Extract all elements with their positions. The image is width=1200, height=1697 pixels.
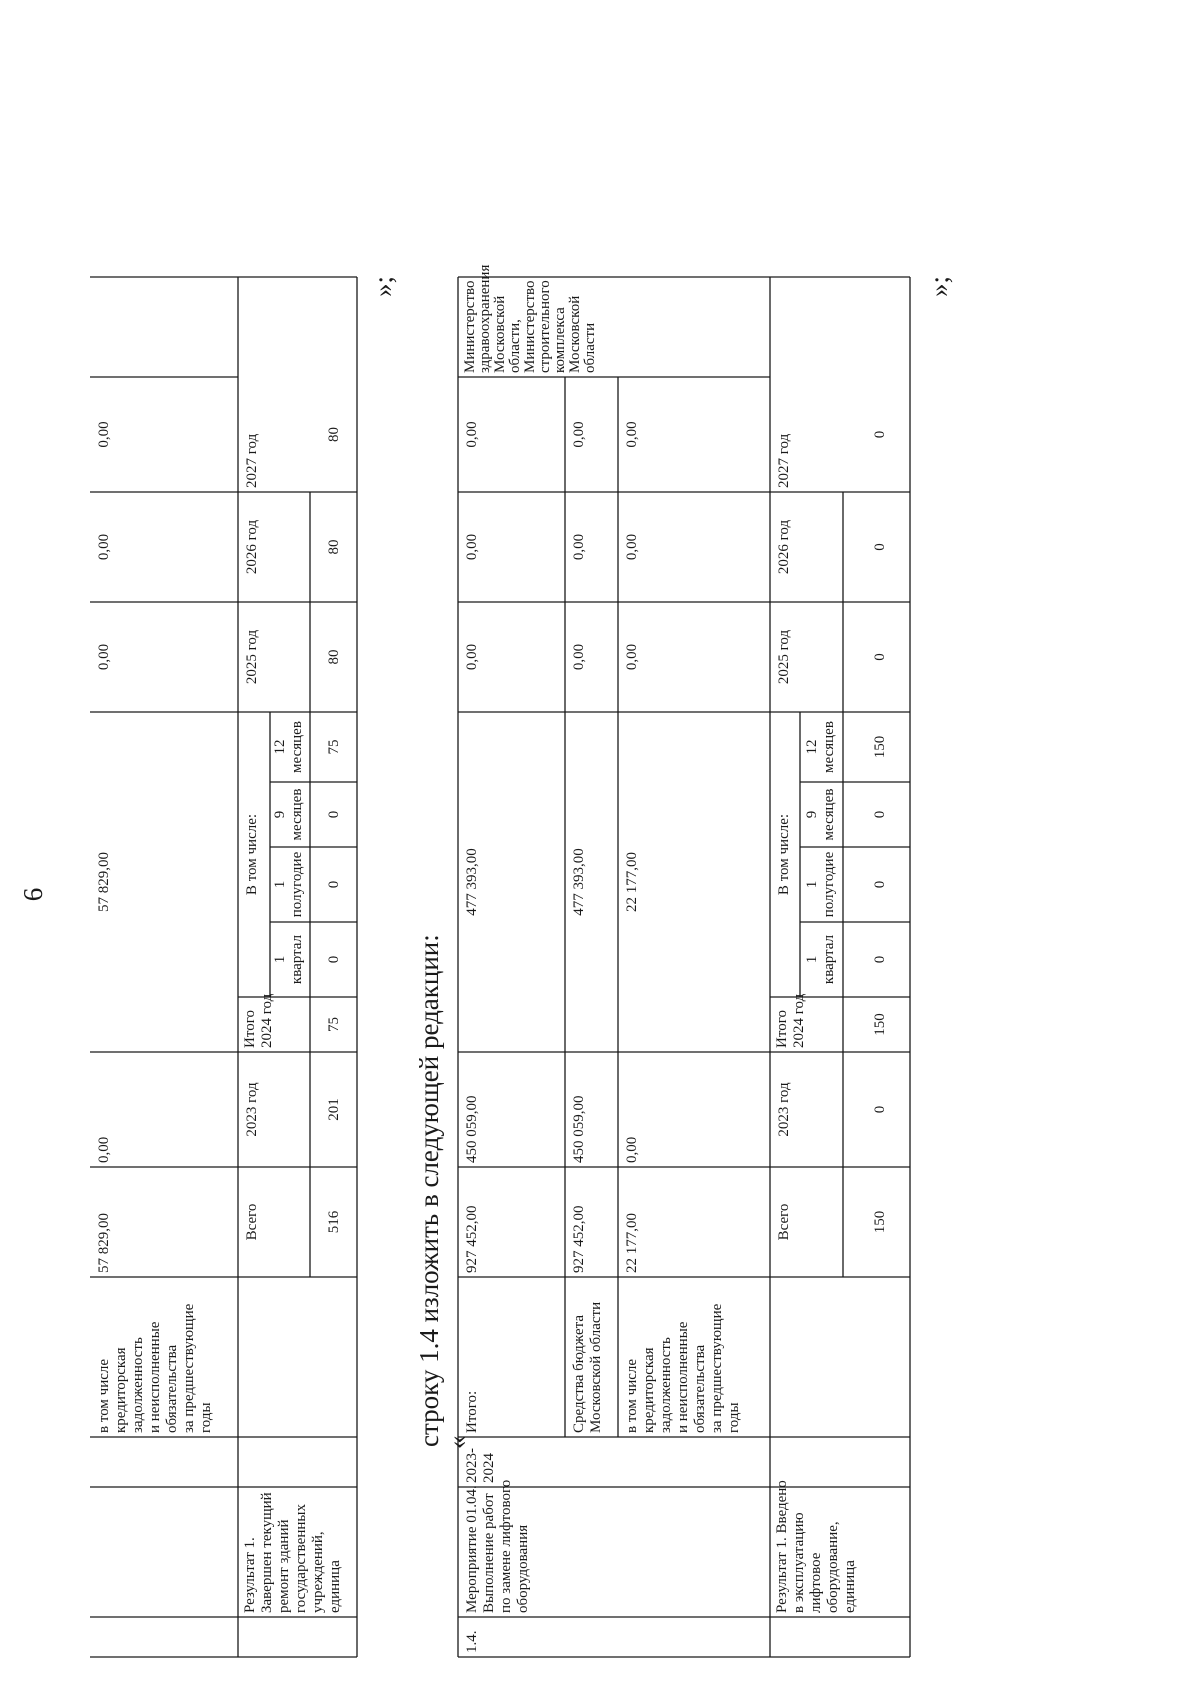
funding-source: обязательства bbox=[692, 1344, 708, 1433]
lower-value-2023: 0 bbox=[872, 1105, 888, 1114]
row-2025: 0,00 bbox=[624, 643, 640, 671]
arrears-2023: 0,00 bbox=[96, 1136, 112, 1163]
row-2023: 450 059,00 bbox=[464, 1095, 480, 1163]
header-2023: 2023 год bbox=[244, 1082, 260, 1137]
lower-header-itogo-2024: Итого bbox=[774, 1010, 790, 1048]
lower-header-h1: 1 bbox=[804, 880, 820, 889]
arrears-label: годы bbox=[198, 1402, 214, 1433]
header-including: В том числе: bbox=[244, 813, 260, 896]
arrears-2027: 0,00 bbox=[96, 421, 112, 448]
opening-quote: « bbox=[442, 1435, 472, 1449]
lower-value-2025: 0 bbox=[872, 653, 888, 661]
header-h1: полугодие bbox=[289, 851, 305, 918]
responsible-executor: области, bbox=[507, 319, 523, 373]
upper-value-12m: 75 bbox=[326, 739, 342, 755]
header-2026: 2026 год bbox=[244, 519, 260, 575]
upper-value-2023: 201 bbox=[326, 1098, 342, 1121]
instruction-text: строку 1.4 изложить в следующей редакции: bbox=[414, 934, 444, 1447]
lower-value-itogo: 150 bbox=[872, 1013, 888, 1036]
lower-header-2027: 2027 год bbox=[776, 433, 792, 488]
row-2027: 0,00 bbox=[624, 421, 640, 448]
row-2023: 450 059,00 bbox=[571, 1095, 587, 1163]
row-2023: 0,00 bbox=[624, 1136, 640, 1163]
header-h1: 1 bbox=[272, 880, 288, 889]
arrears-label: и неисполненные bbox=[147, 1321, 163, 1433]
row-2026: 0,00 bbox=[624, 533, 640, 561]
arrears-label: в том числе bbox=[96, 1358, 112, 1433]
arrears-label: задолженность bbox=[130, 1337, 146, 1433]
lower-header-12m: 12 bbox=[804, 739, 820, 755]
lower-header-2026: 2026 год bbox=[776, 519, 792, 575]
funding-source: Московской области bbox=[588, 1301, 604, 1433]
arrears-label: обязательства bbox=[164, 1344, 180, 1433]
row-2025: 0,00 bbox=[464, 643, 480, 671]
upper-result-label: Завершен текущий bbox=[259, 1492, 275, 1613]
header-q1: 1 bbox=[272, 955, 288, 964]
funding-source: кредиторская bbox=[641, 1347, 657, 1433]
responsible-executor: строительного bbox=[537, 280, 553, 373]
page-number: 6 bbox=[18, 887, 48, 902]
row-2024: 22 177,00 bbox=[624, 852, 640, 912]
row-2025: 0,00 bbox=[571, 643, 587, 671]
arrears-total: 57 829,00 bbox=[96, 1213, 112, 1273]
header-12m: 12 bbox=[272, 739, 288, 755]
arrears-2025: 0,00 bbox=[96, 643, 112, 671]
header-q1: квартал bbox=[289, 934, 305, 985]
arrears-label: за предшествующие bbox=[181, 1303, 197, 1433]
lower-result-label: лифтовое bbox=[808, 1552, 824, 1613]
event-name: Мероприятие 01.04. bbox=[464, 1485, 480, 1613]
lower-value-2026: 0 bbox=[872, 543, 888, 551]
row-2027: 0,00 bbox=[464, 421, 480, 448]
lower-header-q1: квартал bbox=[821, 934, 837, 985]
lower-result-label: в эксплуатацию bbox=[791, 1512, 807, 1613]
lower-value-12m: 150 bbox=[872, 735, 888, 759]
lower-header-itogo-2024: 2024 год bbox=[791, 993, 807, 1048]
upper-value-2027: 80 bbox=[326, 427, 342, 442]
upper-result-label: ремонт зданий bbox=[276, 1519, 292, 1613]
funding-source: Итого: bbox=[464, 1390, 480, 1433]
funding-source: годы bbox=[726, 1402, 742, 1433]
lower-result-label: оборудование, bbox=[825, 1521, 841, 1613]
event-period: 2023- bbox=[464, 1448, 480, 1483]
header-2027: 2027 год bbox=[244, 433, 260, 488]
continuation-mark-lower: »; bbox=[924, 275, 954, 297]
upper-value-9m: 0 bbox=[326, 810, 342, 819]
funding-source: и неисполненные bbox=[675, 1321, 691, 1433]
event-period: 2024 bbox=[481, 1453, 497, 1483]
continuation-mark-upper: »; bbox=[368, 275, 398, 297]
header-2025: 2025 год bbox=[244, 629, 260, 685]
lower-header-9m: 9 bbox=[804, 810, 820, 819]
header-9m: 9 bbox=[272, 810, 288, 819]
upper-result-label: единица bbox=[327, 1560, 343, 1613]
row-2024: 477 393,00 bbox=[571, 848, 587, 916]
lower-value-9m: 0 bbox=[872, 810, 888, 819]
upper-value-h1: 0 bbox=[326, 880, 342, 889]
lower-value-total: 150 bbox=[872, 1210, 888, 1234]
lower-result-label: Результат 1. Введено bbox=[774, 1480, 790, 1613]
lower-value-q1: 0 bbox=[872, 955, 888, 964]
responsible-executor: области bbox=[582, 322, 598, 373]
arrears-2026: 0,00 bbox=[96, 533, 112, 561]
event-name: Выполнение работ bbox=[481, 1493, 497, 1613]
lower-result-label: единица bbox=[842, 1560, 858, 1613]
page-content bbox=[18, 265, 954, 1657]
upper-result-label: Результат 1. bbox=[242, 1537, 258, 1613]
lower-value-2027: 0 bbox=[872, 430, 888, 439]
header-9m: месяцев bbox=[289, 788, 305, 841]
funding-source: за предшествующие bbox=[709, 1303, 725, 1433]
upper-value-2025: 80 bbox=[326, 649, 342, 665]
lower-value-h1: 0 bbox=[872, 880, 888, 889]
funding-source: Средства бюджета bbox=[571, 1314, 587, 1433]
lower-header-12m: месяцев bbox=[821, 721, 837, 773]
arrears-2024: 57 829,00 bbox=[96, 852, 112, 912]
lower-header-total: Всего bbox=[776, 1203, 792, 1241]
responsible-executor: комплекса bbox=[552, 307, 568, 373]
header-total: Всего bbox=[244, 1203, 260, 1241]
upper-value-total: 516 bbox=[326, 1210, 342, 1234]
arrears-label: кредиторская bbox=[113, 1347, 129, 1433]
lower-header-2023: 2023 год bbox=[776, 1082, 792, 1137]
header-itogo-2024: Итого bbox=[242, 1010, 258, 1048]
responsible-executor: здравоохранения bbox=[477, 264, 493, 373]
row-total: 22 177,00 bbox=[624, 1213, 640, 1273]
row-total: 927 452,00 bbox=[571, 1205, 587, 1273]
row-2027: 0,00 bbox=[571, 421, 587, 448]
funding-source: в том числе bbox=[624, 1358, 640, 1433]
lower-header-9m: месяцев bbox=[821, 788, 837, 841]
responsible-executor: Московской bbox=[567, 295, 583, 373]
row-2024: 477 393,00 bbox=[464, 848, 480, 916]
responsible-executor: Министерство bbox=[462, 280, 478, 373]
header-itogo-2024: 2024 год bbox=[259, 993, 275, 1048]
responsible-executor: Московской bbox=[492, 295, 508, 373]
responsible-executor: Министерство bbox=[522, 280, 538, 373]
upper-value-2026: 80 bbox=[326, 539, 342, 555]
upper-result-label: государственных bbox=[293, 1504, 309, 1613]
event-name: по замене лифтового bbox=[498, 1479, 514, 1613]
event-name: оборудования bbox=[515, 1524, 531, 1613]
upper-value-q1: 0 bbox=[326, 955, 342, 964]
row-number: 1.4. bbox=[464, 1630, 480, 1653]
row-total: 927 452,00 bbox=[464, 1205, 480, 1273]
upper-result-label: учреждений, bbox=[310, 1531, 326, 1613]
upper-value-itogo: 75 bbox=[326, 1017, 342, 1032]
lower-header-including: В том числе: bbox=[776, 813, 792, 896]
row-2026: 0,00 bbox=[571, 533, 587, 561]
header-12m: месяцев bbox=[289, 721, 305, 773]
row-2026: 0,00 bbox=[464, 533, 480, 561]
lower-header-q1: 1 bbox=[804, 955, 820, 964]
lower-header-h1: полугодие bbox=[821, 851, 837, 918]
lower-header-2025: 2025 год bbox=[776, 629, 792, 685]
funding-source: задолженность bbox=[658, 1337, 674, 1433]
